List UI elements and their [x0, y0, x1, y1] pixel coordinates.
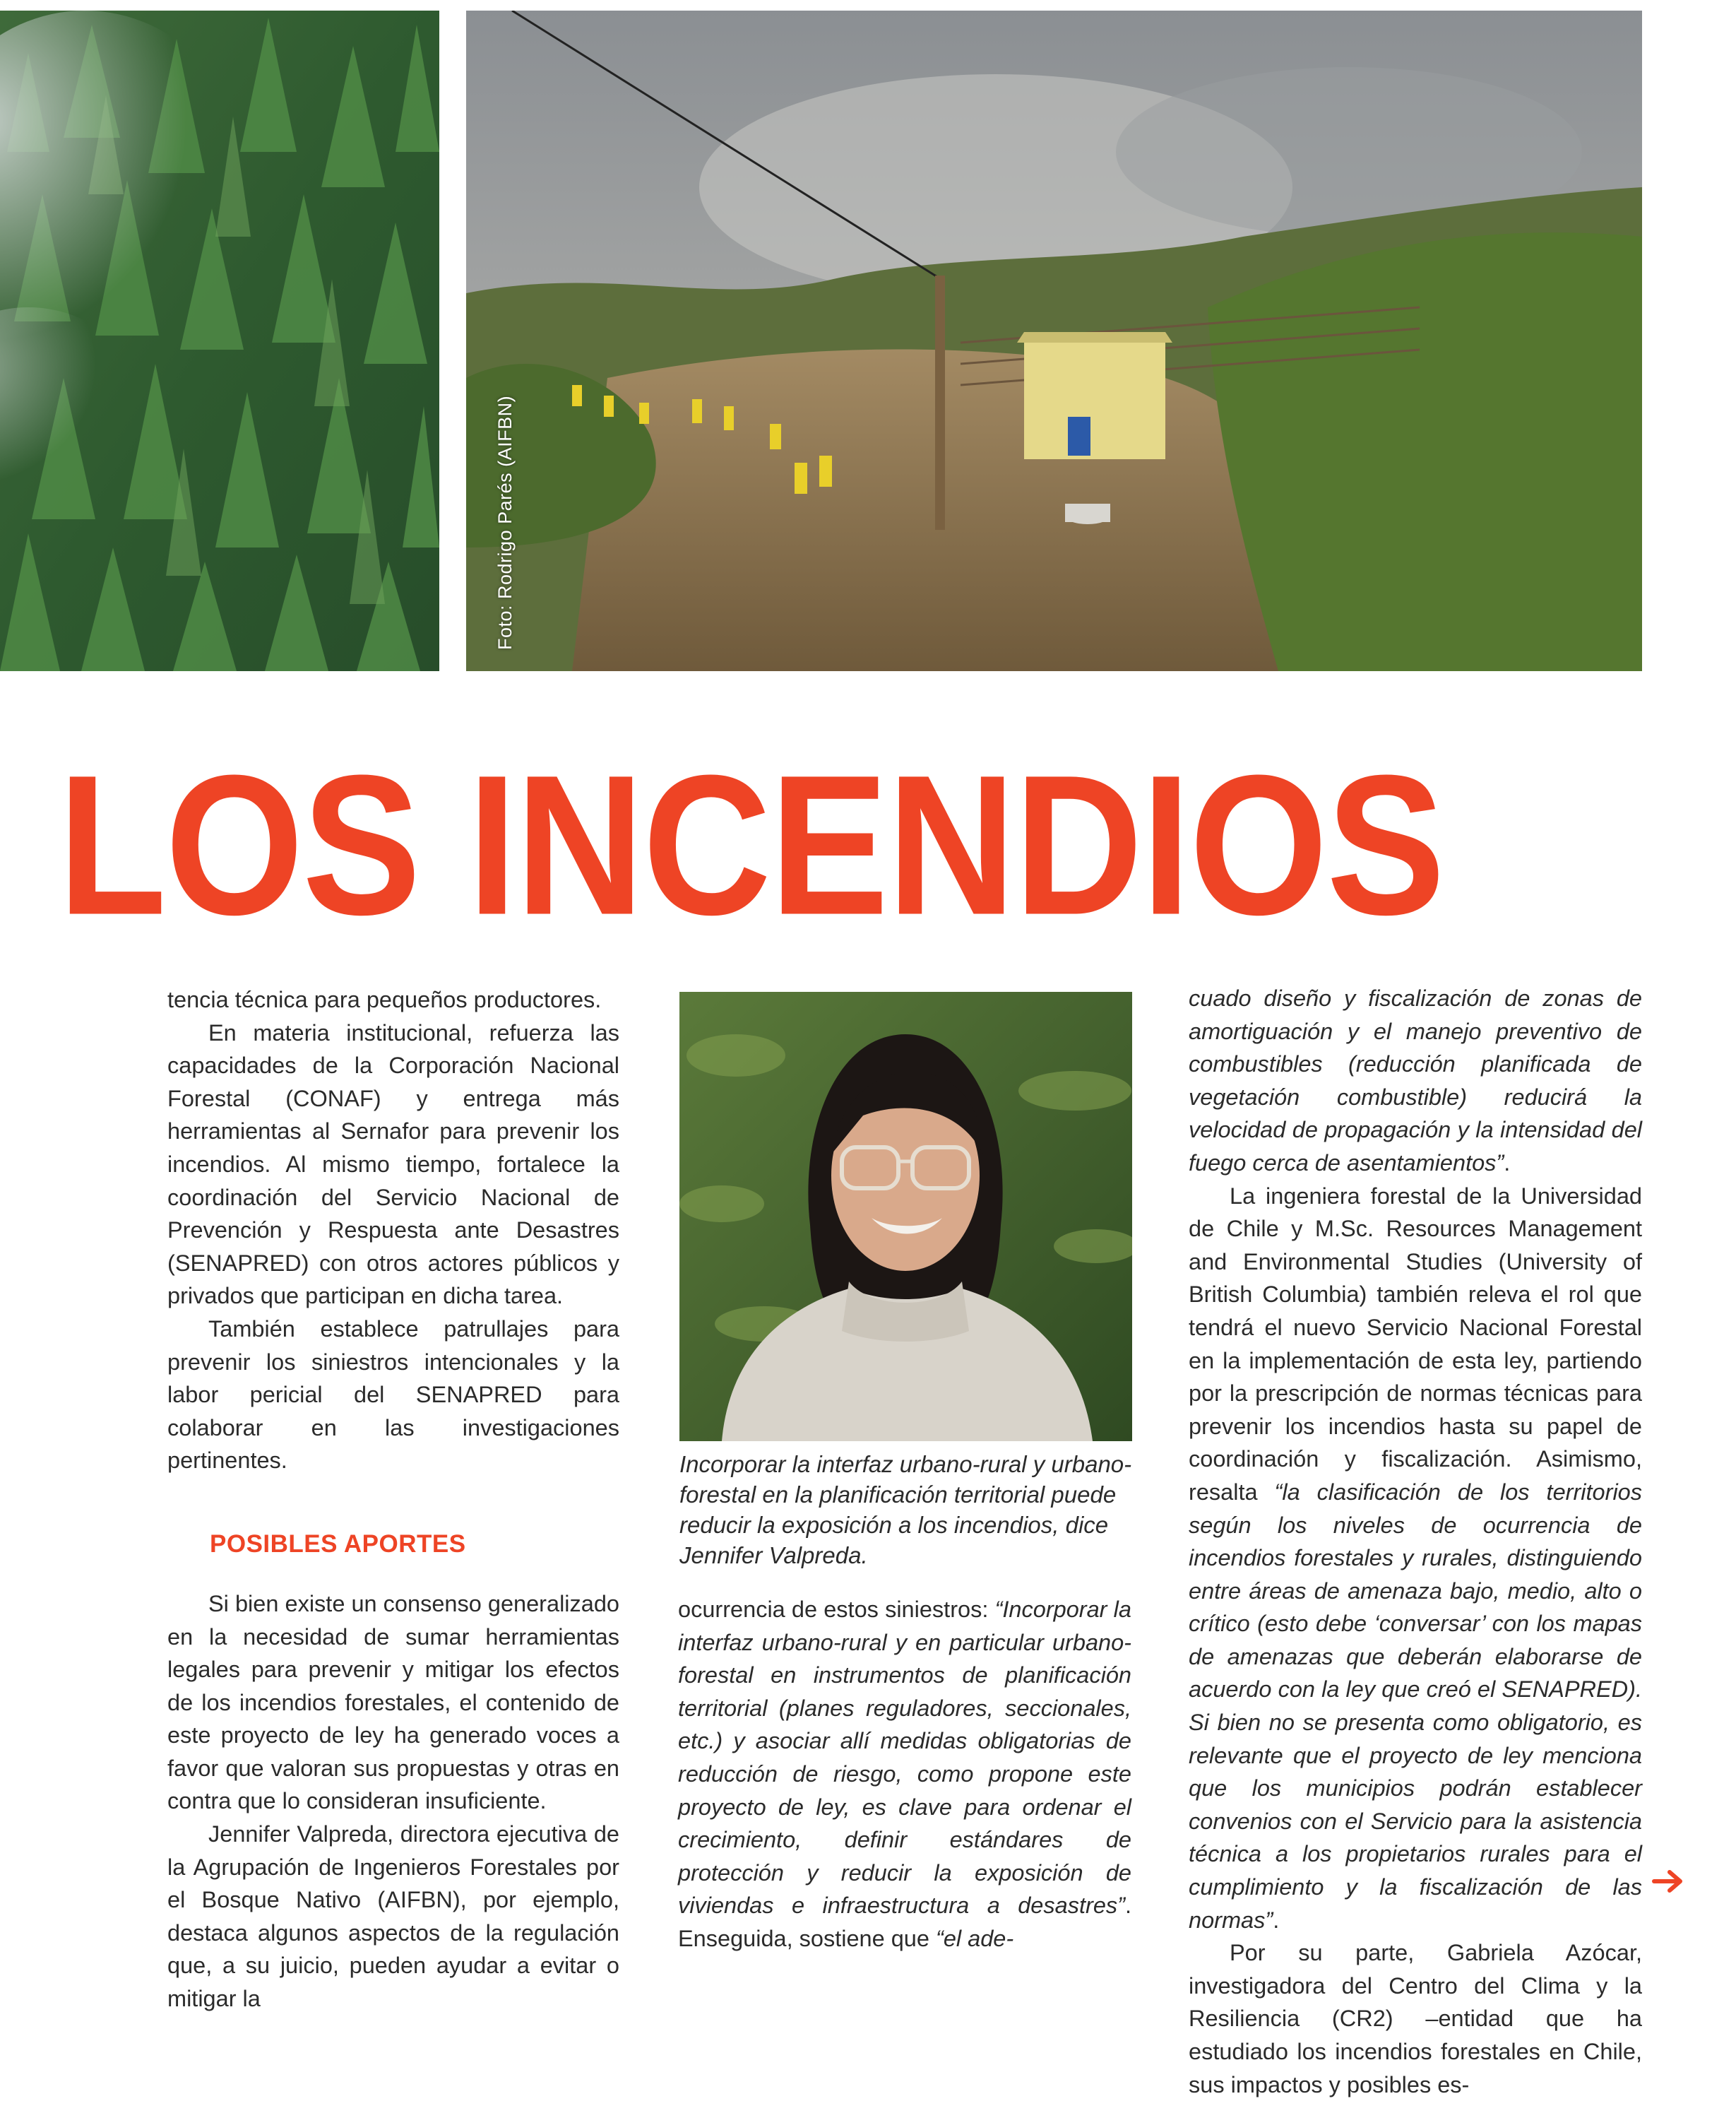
quote-text: “Incorporar la interfaz urbano-rural y en particular urbano-forestal en instrumentos de planificación territorial (planes reguladores, seccionales, etc.) y asociar allí medidas obligatorias de reducción de riesgo, como propone este proyecto de ley, es clave para ordenar el crecimiento, definir estándares de protección y reducir la exposición de viviendas e infraestructura a desastres”: [678, 1597, 1131, 1919]
paragraph-text: .: [1504, 1149, 1511, 1176]
paragraph: En materia institucional, refuerza las capacidades de la Corporación Nacional Forestal (CONAF) y entrega más herramientas al Sernafor para prevenir los incendios. Al mismo tiempo, fortalece la coordinación del Servicio Nacional de Prevención y Respuesta ante Desastres (SENAPRED) con otros actores públicos y privados que participan en dicha tarea.: [167, 1019, 619, 1309]
quote-text: “la clasificación de los territorios según los niveles de ocurrencia de incendios forestales y rurales, distinguiendo entre áreas de amenaza bajo, medio, alto o crítico (esto debe ‘conversar’ con los mapas de amenazas que deberán elaborarse de acuerdo con la ley que creó el SENAPRED). Si bien no se presenta como obligatorio, es relevante que el proyecto de ley menciona que los municipios podrán establecer convenios con el Servicio para la asistencia técnica a los propietarios rurales para el cumplimiento y la fiscalización de las normas”: [1189, 1479, 1642, 1933]
paragraph-text: .: [1273, 1907, 1280, 1933]
text-column-right: [1189, 982, 1642, 2101]
paragraph: [678, 1593, 1131, 1955]
paragraph: [1189, 1180, 1642, 1937]
paragraph-text: . Enseguida, sostiene que: [678, 1893, 1131, 1951]
photo-credit: Foto: Rodrigo Parés (AIFBN): [494, 395, 516, 650]
firefighters-photo: [466, 11, 1642, 671]
text-column-left: [167, 983, 619, 2016]
text-column-middle: [678, 1593, 1131, 1955]
forest-aerial-photo: [0, 11, 439, 671]
headline: LOS INCENDIOS: [58, 734, 1444, 957]
quote-text: “el ade-: [936, 1925, 1014, 1951]
paragraph-text: ocurrencia de estos siniestros:: [678, 1597, 995, 1622]
photo-caption: Incorporar la interfaz urbano-rural y urbano-forestal en la planificación territorial puede reducir la exposición a los incendios, dice Jennifer Valpreda.: [679, 1451, 1132, 1568]
paragraph: También establece patrullajes para prevenir los siniestros intencionales y la labor pericial del SENAPRED para colaborar en las investigaciones pertinentes.: [167, 1315, 619, 1474]
paragraph: Jennifer Valpreda, directora ejecutiva de la Agrupación de Ingenieros Forestales por el Bosque Nativo (AIFBN), por ejemplo, destaca algunos aspectos de la regulación que, a su juicio, pueden ayudar a evitar o mitigar la: [167, 1821, 619, 2012]
arrow-right-icon[interactable]: [1651, 1869, 1685, 1894]
section-subhead: POSIBLES APORTES: [210, 1529, 466, 1558]
paragraph: Por su parte, Gabriela Azócar, investigadora del Centro del Clima y la Resiliencia (CR2) –entidad que ha estudiado los incendios forestales en Chile, sus impactos y posibles es-: [1189, 1940, 1642, 2097]
paragraph: Si bien existe un consenso generalizado en la necesidad de sumar herramientas legales para prevenir y mitigar los efectos de los incendios forestales, el contenido de este proyecto de ley ha generado voces a favor que valoran sus propuestas y otras en contra que lo consideran insuficiente.: [167, 1590, 619, 1814]
paragraph: [1189, 982, 1642, 1180]
paragraph-text: La ingeniera forestal de la Universidad de Chile y M.Sc. Resources Management and Environmental Studies (University of British Columbia) también releva el rol que tendrá el nuevo Servicio Nacional Forestal en la implementación de esta ley, partiendo por la prescripción de normas técnicas para prevenir los incendios hasta su papel de coordinación y fiscalización. Asimismo, resalta: [1189, 1183, 1642, 1505]
quote-text: cuado diseño y fiscalización de zonas de amortiguación y el manejo preventivo de combustibles (reducción planificada de vegetación combustible) reducirá la velocidad de propagación y la intensidad del fuego cerca de asentamientos”: [1189, 986, 1642, 1176]
portrait-photo: [679, 992, 1132, 1441]
paragraph: tencia técnica para pequeños productores.: [167, 987, 602, 1012]
